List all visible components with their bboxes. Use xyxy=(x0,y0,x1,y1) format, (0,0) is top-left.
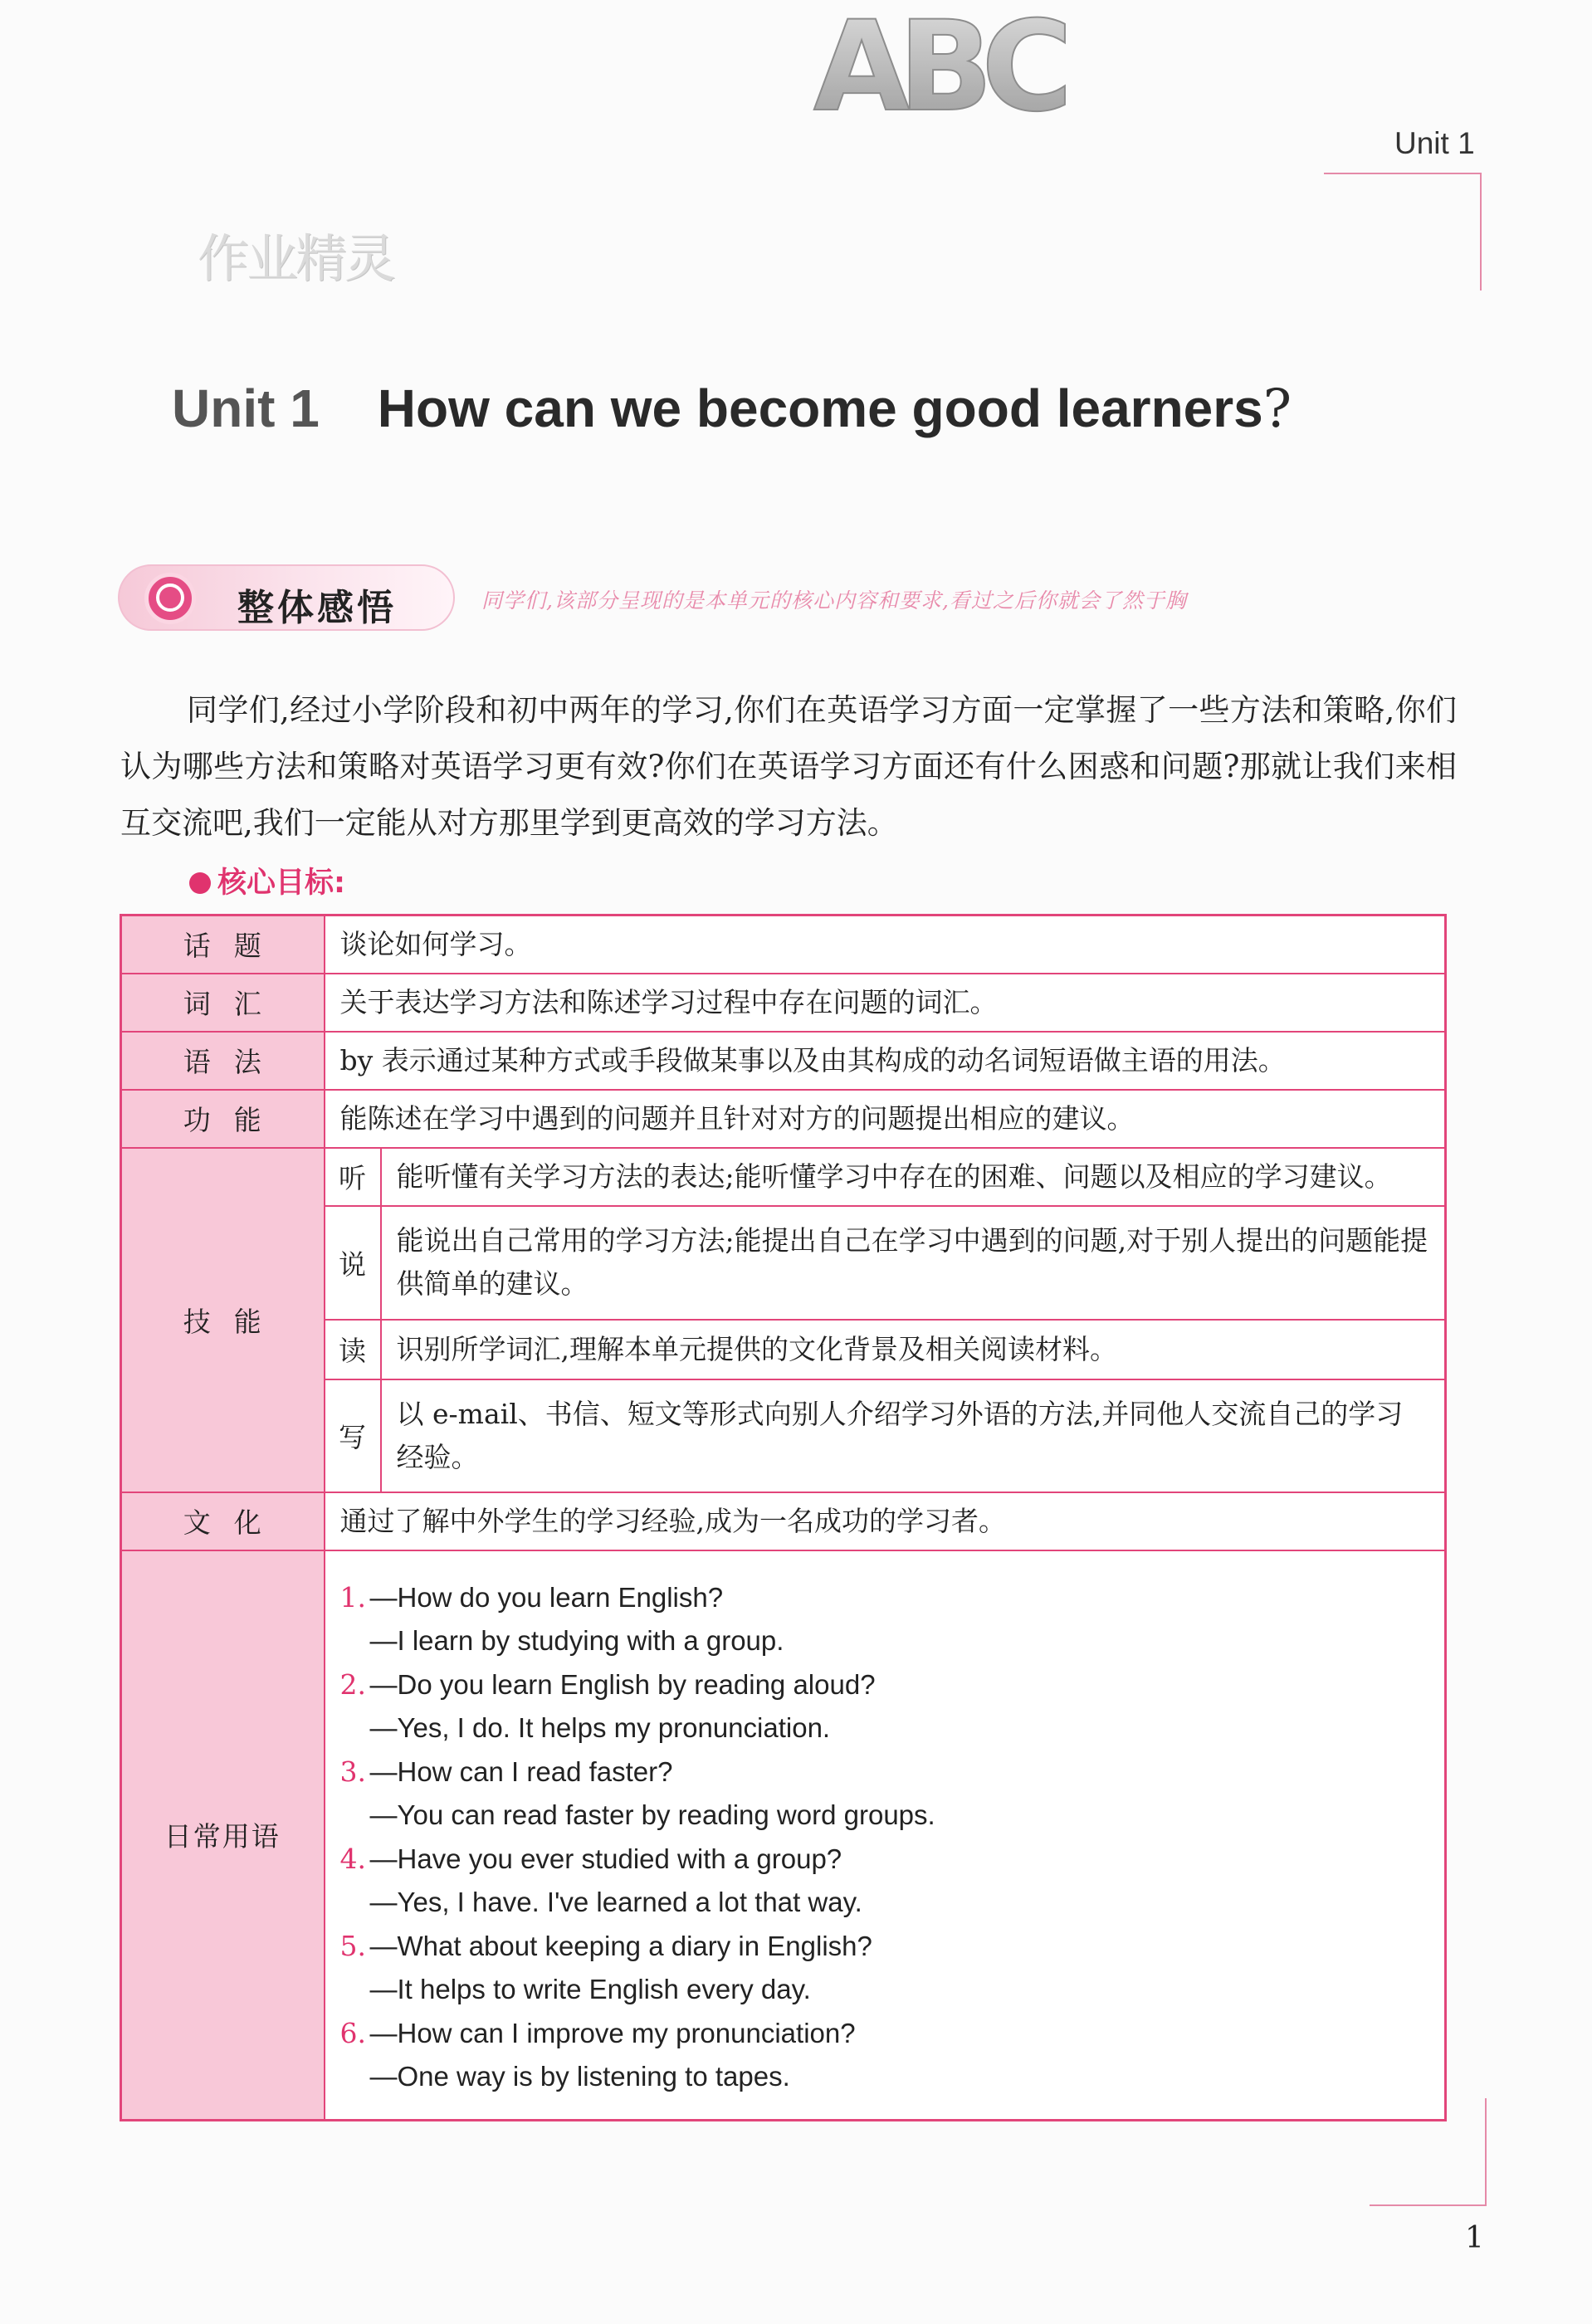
question-text: —Do you learn English by reading aloud? xyxy=(369,1668,876,1700)
dialogue-number: 4. xyxy=(339,1842,366,1875)
row-value: 通过了解中外学生的学习经验,成为一名成功的学习者。 xyxy=(325,1492,1446,1550)
row-label: 词汇 xyxy=(121,974,325,1032)
skill-key: 写 xyxy=(325,1379,381,1492)
row-value: 关于表达学习方法和陈述学习过程中存在问题的词汇。 xyxy=(325,974,1446,1032)
dialogue-number: 3. xyxy=(339,1755,366,1788)
footer-rule-vertical xyxy=(1485,2098,1487,2206)
watermark: 作业精灵 xyxy=(198,228,394,289)
page-number: 1 xyxy=(1465,2221,1484,2255)
dialogue-number: 6. xyxy=(339,2016,366,2049)
row-label: 技能 xyxy=(121,1148,325,1492)
dialogue-number: 1. xyxy=(339,1580,366,1614)
row-value: 谈论如何学习。 xyxy=(325,915,1446,974)
footer-rule-horizontal xyxy=(1370,2204,1487,2206)
dialogue-answer: —I learn by studying with a group. xyxy=(369,1625,784,1656)
question-text: —What about keeping a diary in English? xyxy=(369,1930,872,1961)
abc-logo xyxy=(797,12,1145,120)
intro-paragraph xyxy=(120,682,1457,852)
bullet-dot-icon xyxy=(189,872,211,894)
dialogue-question xyxy=(340,1663,1430,1707)
dialogue-answer: —You can read faster by reading word groups. xyxy=(369,1799,935,1830)
row-value: by 表示通过某种方式或手段做某事以及由其构成的动名词短语做主语的用法。 xyxy=(325,1032,1446,1090)
table-row-function xyxy=(121,1090,1446,1148)
row-label: 话题 xyxy=(121,915,325,974)
dialogue-list xyxy=(340,1551,1430,2119)
section-title: 整体感悟 xyxy=(237,587,397,629)
question-text: —Have you ever studied with a group? xyxy=(369,1843,842,1874)
section-note: 同学们,该部分呈现的是本单元的核心内容和要求,看过之后你就会了然于胸 xyxy=(481,588,1187,613)
question-text: —How can I improve my pronunciation? xyxy=(369,2017,856,2048)
abc-logo-text: ABC xyxy=(813,12,1062,120)
dialogue-number: 5. xyxy=(339,1929,366,1962)
skill-key: 读 xyxy=(325,1320,381,1379)
header-unit-tag: Unit 1 xyxy=(1394,126,1475,160)
skill-key: 说 xyxy=(325,1206,381,1320)
skill-value: 识别所学词汇,理解本单元提供的文化背景及相关阅读材料。 xyxy=(381,1320,1446,1379)
row-label: 日常用语 xyxy=(121,1550,325,2121)
table-row-grammar xyxy=(121,1032,1446,1090)
skill-value: 能听懂有关学习方法的表达;能听懂学习中存在的困难、问题以及相应的学习建议。 xyxy=(381,1148,1446,1206)
skill-value: 能说出自己常用的学习方法;能提出自己在学习中遇到的问题,对于别人提出的问题能提供简单的建议。 xyxy=(381,1206,1446,1320)
row-label: 语法 xyxy=(121,1032,325,1090)
table-row-skill-listening xyxy=(121,1148,1446,1206)
dialogue-answer: —It helps to write English every day. xyxy=(369,1974,811,2004)
row-label: 文化 xyxy=(121,1492,325,1550)
dialogue-question xyxy=(340,1838,1430,1882)
question-text: —How do you learn English? xyxy=(369,1581,724,1613)
dialogue-answer: —Yes, I have. I've learned a lot that way. xyxy=(369,1887,862,1917)
dialogue-answer: —Yes, I do. It helps my pronunciation. xyxy=(369,1712,831,1743)
skill-value: 以 e-mail、书信、短文等形式向别人介绍学习外语的方法,并同他人交流自己的学习经验。 xyxy=(381,1379,1446,1492)
row-value: 能陈述在学习中遇到的问题并且针对对方的问题提出相应的建议。 xyxy=(325,1090,1446,1148)
title-punct: ? xyxy=(1262,378,1292,440)
page-title xyxy=(172,378,1292,440)
dialogue-question xyxy=(340,1925,1430,1969)
dialogue-question xyxy=(340,1750,1430,1794)
table-row-culture xyxy=(121,1492,1446,1550)
title-text: How can we become good learners xyxy=(377,378,1263,438)
intro-text: 同学们,经过小学阶段和初中两年的学习,你们在英语学习方面一定掌握了一些方法和策略,你们认为哪些方法和策略对英语学习更有效?你们在英语学习方面还有什么困惑和问题?那就让我们来相互交流吧,我们一定能从对方那里学到更高效的学习方法。 xyxy=(120,692,1457,841)
skill-key: 听 xyxy=(325,1148,381,1206)
core-goals-label xyxy=(189,860,345,901)
dialogue-number: 2. xyxy=(339,1667,366,1701)
section-banner xyxy=(118,564,455,631)
core-goals-table xyxy=(120,914,1447,2121)
title-unit-number: Unit 1 xyxy=(172,378,320,438)
dialogue-question xyxy=(340,1576,1430,1620)
table-row-topic xyxy=(121,915,1446,974)
row-label: 功能 xyxy=(121,1090,325,1148)
dialogue-question xyxy=(340,2012,1430,2056)
section-icon xyxy=(144,573,196,624)
question-text: —How can I read faster? xyxy=(369,1755,673,1787)
dialogue-answer: —One way is by listening to tapes. xyxy=(369,2061,790,2092)
header-rule-horizontal xyxy=(1324,173,1482,174)
core-goals-text: 核心目标: xyxy=(217,867,345,900)
row-value xyxy=(325,1550,1446,2121)
table-row-vocabulary xyxy=(121,974,1446,1032)
header-rule-vertical xyxy=(1480,173,1482,290)
table-row-expressions xyxy=(121,1550,1446,2121)
